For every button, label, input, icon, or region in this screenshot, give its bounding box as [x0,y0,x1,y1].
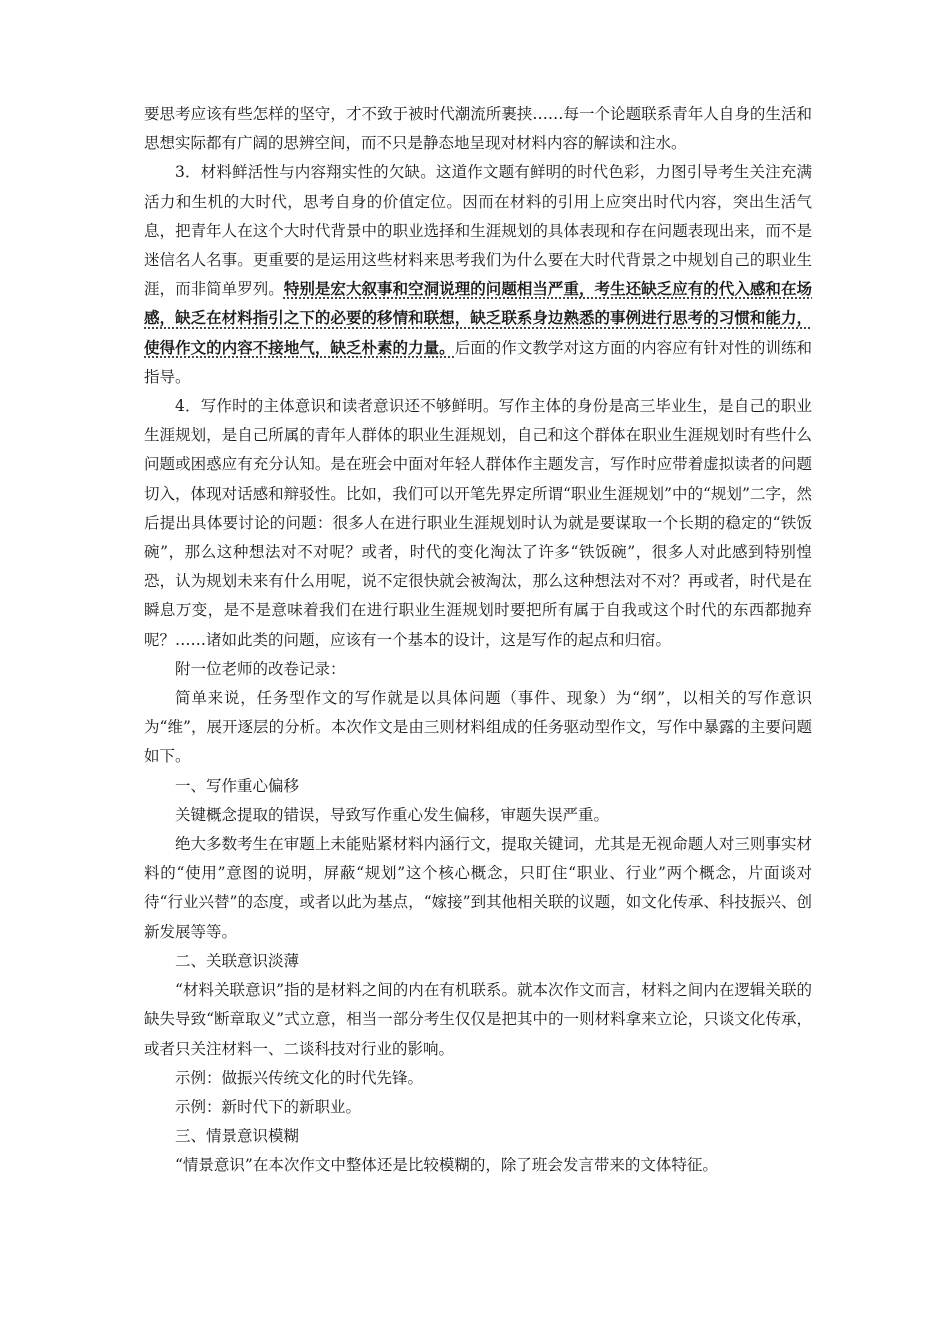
paragraph-section-1a: 关键概念提取的错误，导致写作重心发生偏移，审题失误严重。 [175,805,610,824]
paragraph-tail: 后面的作文教学对这方面的内容应有针对性的训练和指导。 [144,338,812,386]
paragraph-point-3 [144,158,812,392]
section-heading-3: 三、情景意识模糊 [175,1127,300,1146]
paragraph-section-1b: 绝大多数考生在审题上未能贴紧材料内涵行文，提取关键词，尤其是无视命题人对三则事实材料的“使用”意图的说明，屏蔽“规划”这个核心概念，只盯住“职业、行业”两个概念，片面谈对待“行业兴替”的态度，或者以此为基点，“嫁接”到其他相关联的议题，如文化传承、科技振兴、创新发展等等。 [144,835,812,941]
document-page [144,100,812,1181]
paragraph-continuation: 要思考应该有些怎样的坚守，才不致于被时代潮流所裹挟……每一个论题联系青年人自身的生活和思想实际都有广阔的思辨空间，而不只是静态地呈现对材料内容的解读和注水。 [144,105,812,153]
paragraph-section-2: “材料关联意识”指的是材料之间的内在有机联系。就本次作文而言，材料之间内在逻辑关联的缺失导致“断章取义”式立意，相当一部分考生仅仅是把其中的一则材料拿来立论，只谈文化传承，或者只关注材料一、二谈科技对行业的影响。 [144,981,812,1058]
example-2: 示例：新时代下的新职业。 [175,1097,362,1116]
section-heading-2: 二、关联意识淡薄 [175,951,300,970]
paragraph-point-4: 4．写作时的主体意识和读者意识还不够鲜明。写作主体的身份是高三毕业生，是自己的职业生涯规划，是自己所属的青年人群体的职业生涯规划，自己和这个群体在职业生涯规划时有些什么问题或困惑应有充分认知。是在班会中面对年轻人群体作主题发言，写作时应带着虚拟读者的问题切入，体现对话感和辩驳性。比如，我们可以开笔先界定所谓“职业生涯规划”中的“规划”二字，然后提出具体要讨论的问题：很多人在进行职业生涯规划时认为就是要谋取一个长期的稳定的“铁饭碗”，那么这种想法对不对呢？或者，时代的变化淘汰了许多“铁饭碗”，很多人对此感到特别惶恐，认为规划未来有什么用呢，说不定很快就会被淘汰，那么这种想法对不对？再或者，时代是在瞬息万变，是不是意味着我们在进行职业生涯规划时要把所有属于自我或这个时代的东西都抛弃呢？……诸如此类的问题，应该有一个基本的设计，这是写作的起点和归宿。 [144,397,812,649]
paragraph-summary: 简单来说，任务型作文的写作就是以具体问题（事件、现象）为“纲”，以相关的写作意识为“维”，展开逐层的分析。本次作文是由三则材料组成的任务驱动型作文，写作中暴露的主要问题如下。 [144,689,812,766]
paragraph-appendix-intro: 附一位老师的改卷记录： [175,659,346,678]
section-heading-1: 一、写作重心偏移 [175,776,300,795]
example-1: 示例：做振兴传统文化的时代先锋。 [175,1068,424,1087]
emphasized-text: 特别是宏大叙事和空洞说理的问题相当严重，考生还缺乏应有的代入感和在场感，缺乏在材料指引之下的必要的移情和联想，缺乏联系身边熟悉的事例进行思考的习惯和能力，使得作文的内容不接地气，缺乏朴素的力量。 [144,280,812,357]
paragraph-section-3: “情景意识”在本次作文中整体还是比较模糊的，除了班会发言带来的文体特征。 [175,1156,718,1175]
paragraph-text: 3．材料鲜活性与内容翔实性的欠缺。这道作文题有鲜明的时代色彩，力图引导考生关注充满活力和生机的大时代，思考自身的价值定位。因而在材料的引用上应突出时代内容，突出生活气息，把青年人在这个大时代背景中的职业选择和生涯规划的具体表现和存在问题表现出来，而不是迷信名人名事。更重要的是运用这些材料来思考我们为什么要在大时代背景之中规划自己的职业生涯，而非简单罗列。 [144,163,812,299]
